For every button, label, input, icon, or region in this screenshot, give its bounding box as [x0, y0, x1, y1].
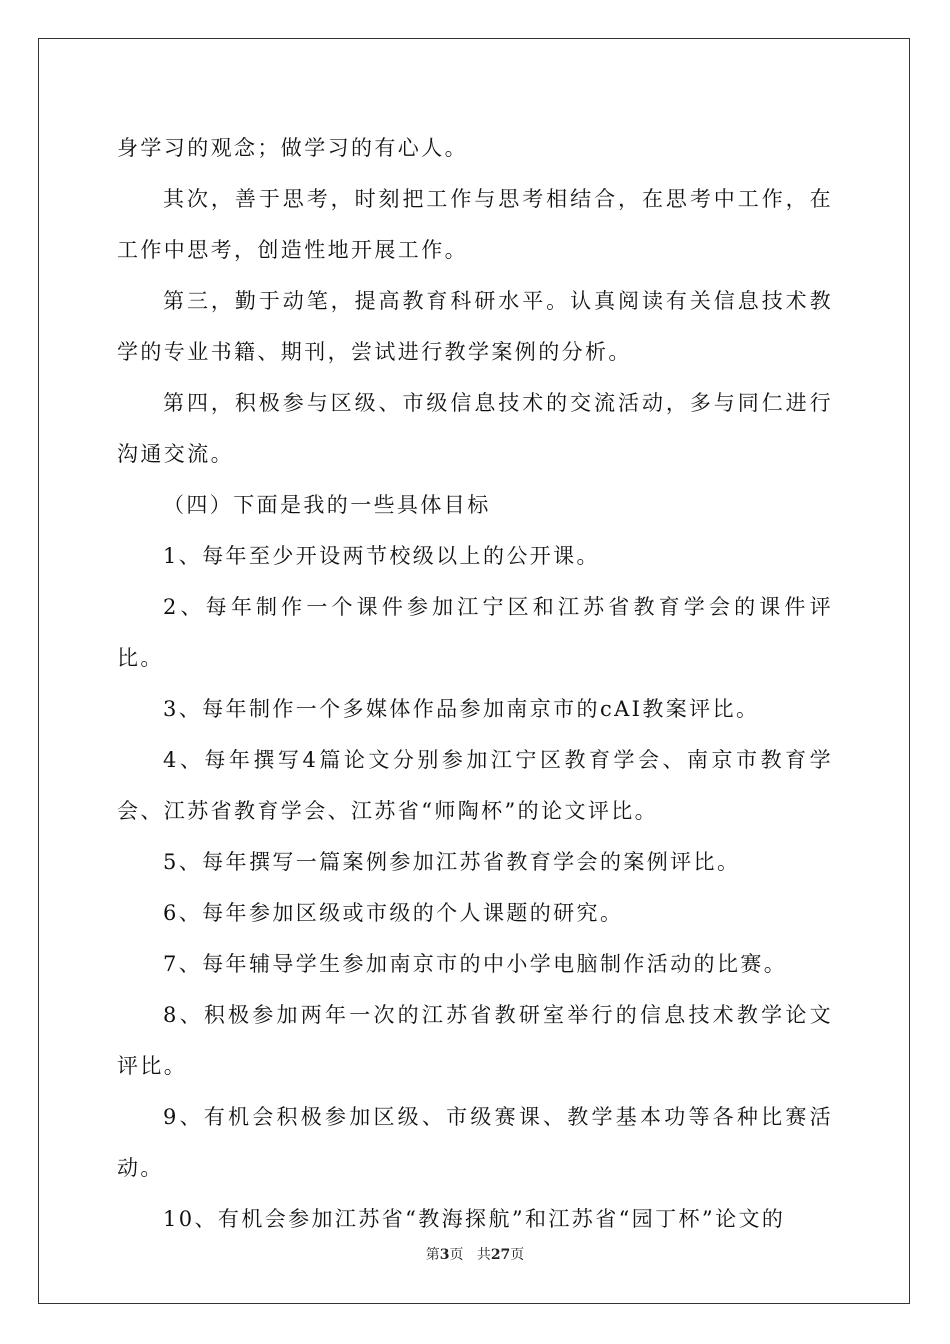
list-item: 4、每年撰写4篇论文分别参加江宁区教育学会、南京市教育学会、江苏省教育学会、江苏省“师陶杯”的论文评比。 — [117, 748, 833, 823]
total-suffix: 页 — [510, 1247, 525, 1263]
page-number: 3 — [439, 1247, 450, 1263]
section-heading: （四）下面是我的一些具体目标 — [163, 493, 491, 517]
list-item: 10、有机会参加江苏省“教海探航”和江苏省“园丁杯”论文的 — [163, 1207, 786, 1231]
page-suffix: 页 — [449, 1247, 464, 1263]
paragraph: 其次，善于思考，时刻把工作与思考相结合，在思考中工作，在工作中思考，创造性地开展工作。 — [117, 187, 833, 262]
list-item: 1、每年至少开设两节校级以上的公开课。 — [163, 544, 600, 568]
page-footer — [0, 1246, 950, 1264]
list-item: 9、有机会积极参加区级、市级赛课、教学基本功等各种比赛活动。 — [117, 1105, 833, 1180]
list-item: 7、每年辅导学生参加南京市的中小学电脑制作活动的比赛。 — [163, 952, 788, 976]
total-pages: 27 — [490, 1247, 511, 1263]
list-item: 2、每年制作一个课件参加江宁区和江苏省教育学会的课件评比。 — [117, 595, 833, 670]
page-prefix: 第 — [425, 1247, 440, 1263]
list-item: 6、每年参加区级或市级的个人课题的研究。 — [163, 901, 624, 925]
total-prefix: 共 — [476, 1247, 491, 1263]
paragraph: 身学习的观念；做学习的有心人。 — [117, 136, 468, 160]
document-body — [117, 123, 833, 1245]
paragraph: 第三，勤于动笔，提高教育科研水平。认真阅读有关信息技术教学的专业书籍、期刊，尝试进行教学案例的分析。 — [117, 289, 833, 364]
list-item: 3、每年制作一个多媒体作品参加南京市的cAI教案评比。 — [163, 697, 760, 721]
list-item: 5、每年撰写一篇案例参加江苏省教育学会的案例评比。 — [163, 850, 741, 874]
paragraph: 第四，积极参与区级、市级信息技术的交流活动，多与同仁进行沟通交流。 — [117, 391, 833, 466]
list-item: 8、积极参加两年一次的江苏省教研室举行的信息技术教学论文评比。 — [117, 1003, 833, 1078]
